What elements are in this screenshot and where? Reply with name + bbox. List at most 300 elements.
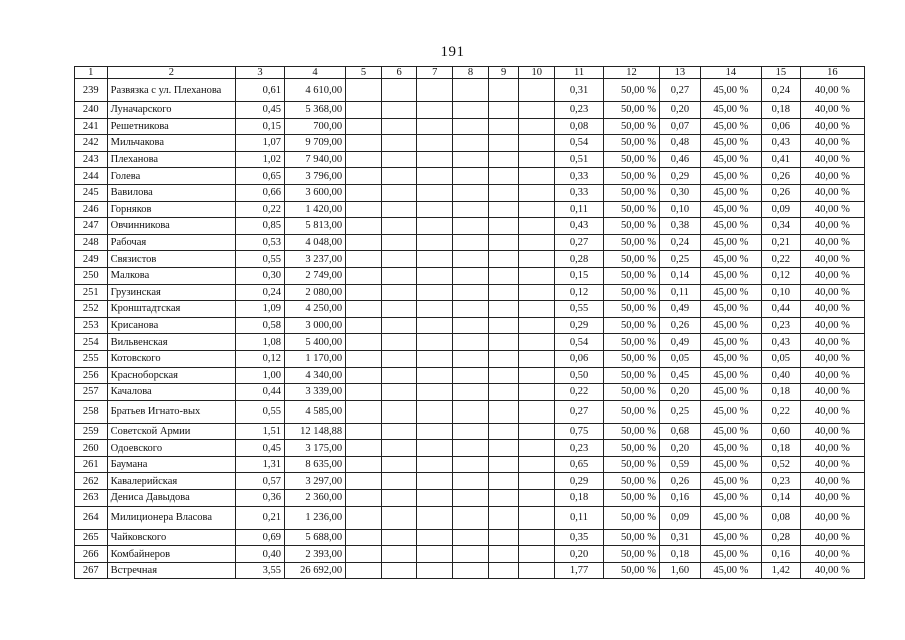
street-name: Котовского	[107, 350, 235, 367]
col-4-value: 4 048,00	[284, 234, 345, 251]
empty-cell	[453, 301, 489, 318]
col-11-value: 0,27	[555, 400, 604, 423]
empty-cell	[381, 79, 417, 102]
empty-cell	[417, 234, 453, 251]
col-15-value: 0,10	[761, 284, 800, 301]
empty-cell	[417, 284, 453, 301]
col-3-value: 0,40	[236, 546, 285, 563]
col-16-value: 40,00 %	[800, 529, 864, 546]
col-12-value: 50,00 %	[603, 440, 659, 457]
col-3-value: 0,15	[236, 118, 285, 135]
col-15-value: 0,40	[761, 367, 800, 384]
col-13-value: 0,20	[660, 440, 701, 457]
empty-cell	[381, 334, 417, 351]
col-13-value: 0,14	[660, 267, 701, 284]
empty-cell	[381, 168, 417, 185]
empty-cell	[488, 201, 519, 218]
col-13-value: 0,31	[660, 529, 701, 546]
col-4-value: 700,00	[284, 118, 345, 135]
col-15-value: 0,06	[761, 118, 800, 135]
empty-cell	[381, 506, 417, 529]
empty-cell	[519, 218, 555, 235]
empty-cell	[453, 473, 489, 490]
table-row	[75, 546, 865, 563]
col-14-value: 45,00 %	[700, 423, 761, 440]
street-name: Кавалерийская	[107, 473, 235, 490]
col-13-value: 1,60	[660, 562, 701, 579]
empty-cell	[381, 384, 417, 401]
col-13-value: 0,26	[660, 473, 701, 490]
col-3-value: 1,09	[236, 301, 285, 318]
col-11-value: 1,77	[555, 562, 604, 579]
empty-cell	[417, 334, 453, 351]
empty-cell	[346, 168, 382, 185]
col-11-value: 0,11	[555, 201, 604, 218]
col-3-value: 0,22	[236, 201, 285, 218]
table-row	[75, 234, 865, 251]
row-number: 254	[75, 334, 108, 351]
col-4-value: 3 600,00	[284, 184, 345, 201]
col-14-value: 45,00 %	[700, 562, 761, 579]
street-name: Чайковского	[107, 529, 235, 546]
col-16-value: 40,00 %	[800, 506, 864, 529]
street-name: Связистов	[107, 251, 235, 268]
empty-cell	[346, 118, 382, 135]
col-14-value: 45,00 %	[700, 168, 761, 185]
empty-cell	[453, 367, 489, 384]
col-4-value: 3 796,00	[284, 168, 345, 185]
row-number: 259	[75, 423, 108, 440]
col-12-value: 50,00 %	[603, 184, 659, 201]
row-number: 246	[75, 201, 108, 218]
col-14-value: 45,00 %	[700, 317, 761, 334]
empty-cell	[346, 529, 382, 546]
col-16-value: 40,00 %	[800, 350, 864, 367]
empty-cell	[488, 562, 519, 579]
empty-cell	[453, 490, 489, 507]
col-3-value: 0,66	[236, 184, 285, 201]
col-13-value: 0,11	[660, 284, 701, 301]
col-11-value: 0,31	[555, 79, 604, 102]
row-number: 258	[75, 400, 108, 423]
col-4-value: 3 339,00	[284, 384, 345, 401]
col-4-value: 5 813,00	[284, 218, 345, 235]
street-name: Дениса Давыдова	[107, 490, 235, 507]
empty-cell	[488, 423, 519, 440]
empty-cell	[519, 284, 555, 301]
empty-cell	[519, 267, 555, 284]
empty-cell	[453, 334, 489, 351]
table-row	[75, 317, 865, 334]
street-name: Братьев Игнато-вых	[107, 400, 235, 423]
col-13-value: 0,48	[660, 135, 701, 152]
table-row	[75, 490, 865, 507]
empty-cell	[381, 400, 417, 423]
empty-cell	[381, 440, 417, 457]
col-15-value: 0,05	[761, 350, 800, 367]
empty-cell	[346, 201, 382, 218]
empty-cell	[453, 201, 489, 218]
col-12-value: 50,00 %	[603, 456, 659, 473]
empty-cell	[381, 267, 417, 284]
col-11-value: 0,55	[555, 301, 604, 318]
column-header: 2	[107, 67, 235, 79]
street-name: Малкова	[107, 267, 235, 284]
row-number: 261	[75, 456, 108, 473]
empty-cell	[453, 118, 489, 135]
empty-cell	[346, 301, 382, 318]
col-4-value: 2 393,00	[284, 546, 345, 563]
empty-cell	[488, 118, 519, 135]
col-11-value: 0,28	[555, 251, 604, 268]
street-name: Овчинникова	[107, 218, 235, 235]
empty-cell	[453, 251, 489, 268]
col-13-value: 0,27	[660, 79, 701, 102]
empty-cell	[453, 79, 489, 102]
col-13-value: 0,20	[660, 102, 701, 119]
street-name: Крисанова	[107, 317, 235, 334]
col-14-value: 45,00 %	[700, 350, 761, 367]
empty-cell	[417, 168, 453, 185]
col-4-value: 1 170,00	[284, 350, 345, 367]
empty-cell	[417, 367, 453, 384]
table-row	[75, 400, 865, 423]
col-15-value: 0,22	[761, 251, 800, 268]
empty-cell	[346, 384, 382, 401]
col-12-value: 50,00 %	[603, 118, 659, 135]
col-11-value: 0,23	[555, 440, 604, 457]
empty-cell	[519, 440, 555, 457]
row-number: 263	[75, 490, 108, 507]
col-12-value: 50,00 %	[603, 102, 659, 119]
col-12-value: 50,00 %	[603, 234, 659, 251]
col-14-value: 45,00 %	[700, 135, 761, 152]
col-3-value: 0,85	[236, 218, 285, 235]
empty-cell	[381, 317, 417, 334]
col-4-value: 2 749,00	[284, 267, 345, 284]
col-11-value: 0,35	[555, 529, 604, 546]
col-13-value: 0,68	[660, 423, 701, 440]
col-3-value: 0,45	[236, 440, 285, 457]
empty-cell	[488, 456, 519, 473]
empty-cell	[519, 135, 555, 152]
street-name: Встречная	[107, 562, 235, 579]
col-11-value: 0,23	[555, 102, 604, 119]
col-15-value: 0,08	[761, 506, 800, 529]
table-row	[75, 251, 865, 268]
col-11-value: 0,54	[555, 334, 604, 351]
empty-cell	[417, 456, 453, 473]
col-16-value: 40,00 %	[800, 151, 864, 168]
col-15-value: 0,26	[761, 184, 800, 201]
row-number: 251	[75, 284, 108, 301]
empty-cell	[381, 367, 417, 384]
col-14-value: 45,00 %	[700, 79, 761, 102]
col-12-value: 50,00 %	[603, 506, 659, 529]
empty-cell	[346, 218, 382, 235]
street-name: Вильвенская	[107, 334, 235, 351]
column-header: 13	[660, 67, 701, 79]
table-row	[75, 184, 865, 201]
empty-cell	[519, 334, 555, 351]
table-row	[75, 334, 865, 351]
column-header: 16	[800, 67, 864, 79]
empty-cell	[519, 317, 555, 334]
empty-cell	[519, 506, 555, 529]
col-3-value: 0,24	[236, 284, 285, 301]
col-13-value: 0,49	[660, 301, 701, 318]
col-12-value: 50,00 %	[603, 529, 659, 546]
empty-cell	[346, 267, 382, 284]
column-header: 3	[236, 67, 285, 79]
col-11-value: 0,54	[555, 135, 604, 152]
empty-cell	[346, 440, 382, 457]
col-3-value: 0,55	[236, 251, 285, 268]
empty-cell	[488, 506, 519, 529]
street-name: Комбайнеров	[107, 546, 235, 563]
col-16-value: 40,00 %	[800, 334, 864, 351]
col-15-value: 0,24	[761, 79, 800, 102]
col-15-value: 0,22	[761, 400, 800, 423]
empty-cell	[488, 234, 519, 251]
col-13-value: 0,46	[660, 151, 701, 168]
table-row	[75, 367, 865, 384]
empty-cell	[381, 251, 417, 268]
col-12-value: 50,00 %	[603, 301, 659, 318]
empty-cell	[488, 334, 519, 351]
col-13-value: 0,30	[660, 184, 701, 201]
empty-cell	[346, 151, 382, 168]
col-3-value: 0,36	[236, 490, 285, 507]
col-4-value: 2 360,00	[284, 490, 345, 507]
empty-cell	[519, 234, 555, 251]
col-14-value: 45,00 %	[700, 490, 761, 507]
row-number: 239	[75, 79, 108, 102]
col-3-value: 0,44	[236, 384, 285, 401]
row-number: 241	[75, 118, 108, 135]
col-13-value: 0,07	[660, 118, 701, 135]
col-15-value: 0,14	[761, 490, 800, 507]
col-13-value: 0,45	[660, 367, 701, 384]
col-11-value: 0,15	[555, 267, 604, 284]
column-header: 12	[603, 67, 659, 79]
empty-cell	[417, 423, 453, 440]
row-number: 249	[75, 251, 108, 268]
data-table	[74, 66, 865, 579]
table-row	[75, 350, 865, 367]
col-14-value: 45,00 %	[700, 334, 761, 351]
col-13-value: 0,38	[660, 218, 701, 235]
col-15-value: 0,12	[761, 267, 800, 284]
empty-cell	[488, 384, 519, 401]
col-15-value: 0,21	[761, 234, 800, 251]
empty-cell	[346, 456, 382, 473]
col-14-value: 45,00 %	[700, 400, 761, 423]
col-12-value: 50,00 %	[603, 473, 659, 490]
column-header: 1	[75, 67, 108, 79]
empty-cell	[453, 102, 489, 119]
empty-cell	[417, 151, 453, 168]
row-number: 250	[75, 267, 108, 284]
row-number: 267	[75, 562, 108, 579]
empty-cell	[488, 79, 519, 102]
empty-cell	[381, 546, 417, 563]
table-row	[75, 440, 865, 457]
table-row	[75, 529, 865, 546]
empty-cell	[488, 151, 519, 168]
empty-cell	[453, 529, 489, 546]
street-name: Луначарского	[107, 102, 235, 119]
empty-cell	[519, 168, 555, 185]
col-14-value: 45,00 %	[700, 234, 761, 251]
empty-cell	[519, 79, 555, 102]
col-15-value: 0,18	[761, 384, 800, 401]
empty-cell	[453, 218, 489, 235]
col-16-value: 40,00 %	[800, 234, 864, 251]
col-12-value: 50,00 %	[603, 267, 659, 284]
col-15-value: 0,16	[761, 546, 800, 563]
empty-cell	[488, 267, 519, 284]
column-header: 9	[488, 67, 519, 79]
empty-cell	[488, 529, 519, 546]
empty-cell	[381, 135, 417, 152]
row-number: 242	[75, 135, 108, 152]
col-16-value: 40,00 %	[800, 184, 864, 201]
empty-cell	[381, 201, 417, 218]
empty-cell	[519, 301, 555, 318]
col-12-value: 50,00 %	[603, 251, 659, 268]
col-16-value: 40,00 %	[800, 301, 864, 318]
col-15-value: 0,26	[761, 168, 800, 185]
empty-cell	[453, 350, 489, 367]
empty-cell	[381, 102, 417, 119]
empty-cell	[488, 440, 519, 457]
empty-cell	[453, 562, 489, 579]
col-12-value: 50,00 %	[603, 79, 659, 102]
col-14-value: 45,00 %	[700, 251, 761, 268]
table-row	[75, 506, 865, 529]
empty-cell	[346, 135, 382, 152]
empty-cell	[519, 473, 555, 490]
col-4-value: 3 297,00	[284, 473, 345, 490]
col-14-value: 45,00 %	[700, 546, 761, 563]
empty-cell	[453, 546, 489, 563]
col-12-value: 50,00 %	[603, 284, 659, 301]
col-15-value: 0,18	[761, 440, 800, 457]
col-3-value: 0,57	[236, 473, 285, 490]
col-12-value: 50,00 %	[603, 151, 659, 168]
empty-cell	[519, 384, 555, 401]
col-4-value: 3 175,00	[284, 440, 345, 457]
row-number: 245	[75, 184, 108, 201]
empty-cell	[417, 400, 453, 423]
col-11-value: 0,06	[555, 350, 604, 367]
col-12-value: 50,00 %	[603, 317, 659, 334]
empty-cell	[417, 251, 453, 268]
empty-cell	[381, 473, 417, 490]
col-11-value: 0,08	[555, 118, 604, 135]
col-4-value: 4 340,00	[284, 367, 345, 384]
empty-cell	[381, 301, 417, 318]
col-11-value: 0,65	[555, 456, 604, 473]
empty-cell	[519, 490, 555, 507]
col-13-value: 0,59	[660, 456, 701, 473]
col-4-value: 3 237,00	[284, 251, 345, 268]
row-number: 266	[75, 546, 108, 563]
street-name: Советской Армии	[107, 423, 235, 440]
col-4-value: 5 368,00	[284, 102, 345, 119]
col-3-value: 0,55	[236, 400, 285, 423]
empty-cell	[417, 118, 453, 135]
empty-cell	[519, 102, 555, 119]
column-header: 5	[346, 67, 382, 79]
col-11-value: 0,12	[555, 284, 604, 301]
empty-cell	[488, 184, 519, 201]
column-header: 11	[555, 67, 604, 79]
col-16-value: 40,00 %	[800, 562, 864, 579]
empty-cell	[381, 284, 417, 301]
street-name: Грузинская	[107, 284, 235, 301]
street-name: Вавилова	[107, 184, 235, 201]
col-13-value: 0,09	[660, 506, 701, 529]
empty-cell	[417, 184, 453, 201]
empty-cell	[488, 135, 519, 152]
empty-cell	[453, 284, 489, 301]
col-15-value: 0,43	[761, 135, 800, 152]
table-row	[75, 102, 865, 119]
col-16-value: 40,00 %	[800, 168, 864, 185]
col-4-value: 4 250,00	[284, 301, 345, 318]
col-16-value: 40,00 %	[800, 102, 864, 119]
col-11-value: 0,27	[555, 234, 604, 251]
col-15-value: 1,42	[761, 562, 800, 579]
col-13-value: 0,49	[660, 334, 701, 351]
empty-cell	[488, 301, 519, 318]
empty-cell	[519, 184, 555, 201]
empty-cell	[417, 301, 453, 318]
table-row	[75, 201, 865, 218]
col-14-value: 45,00 %	[700, 506, 761, 529]
empty-cell	[488, 168, 519, 185]
table-row	[75, 267, 865, 284]
col-4-value: 12 148,88	[284, 423, 345, 440]
empty-cell	[519, 562, 555, 579]
col-16-value: 40,00 %	[800, 79, 864, 102]
col-16-value: 40,00 %	[800, 118, 864, 135]
col-12-value: 50,00 %	[603, 350, 659, 367]
col-3-value: 0,61	[236, 79, 285, 102]
empty-cell	[519, 350, 555, 367]
col-12-value: 50,00 %	[603, 400, 659, 423]
row-number: 248	[75, 234, 108, 251]
empty-cell	[453, 400, 489, 423]
col-3-value: 3,55	[236, 562, 285, 579]
col-4-value: 9 709,00	[284, 135, 345, 152]
table-row	[75, 118, 865, 135]
empty-cell	[417, 473, 453, 490]
col-15-value: 0,52	[761, 456, 800, 473]
col-14-value: 45,00 %	[700, 367, 761, 384]
street-name: Баумана	[107, 456, 235, 473]
col-11-value: 0,43	[555, 218, 604, 235]
empty-cell	[488, 251, 519, 268]
col-12-value: 50,00 %	[603, 384, 659, 401]
col-16-value: 40,00 %	[800, 284, 864, 301]
row-number: 265	[75, 529, 108, 546]
col-15-value: 0,28	[761, 529, 800, 546]
empty-cell	[519, 118, 555, 135]
col-11-value: 0,18	[555, 490, 604, 507]
